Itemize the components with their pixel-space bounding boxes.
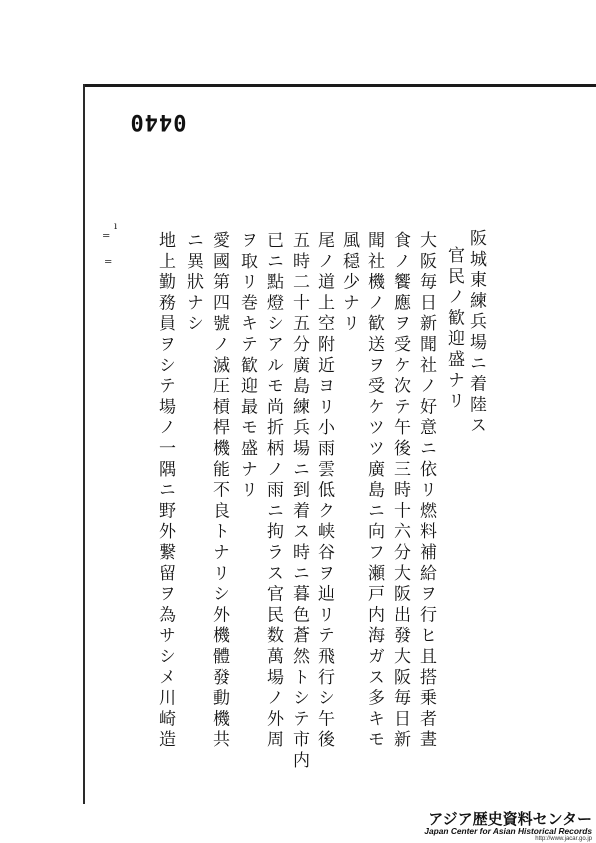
text-column-12: ニ異狀ナシ — [183, 231, 203, 335]
text-column-4: 食ノ饗應ヲ受ケ次テ午後三時十六分大阪出發大阪毎日新 — [390, 231, 410, 751]
text-column-8: 五時二十五分廣島練兵場ニ到着ス時ニ暮色蒼然トシテ市内 — [289, 231, 309, 772]
page-number: 0440 — [129, 109, 187, 134]
text-column-11: 愛國第四號ノ滅圧槓桿機能不良トナリシ外機體發動機共 — [209, 231, 229, 751]
text-column-9: 已ニ點燈シアルモ尚折柄ノ雨ニ拘ラス官民数萬場ノ外周 — [263, 231, 283, 751]
text-column-2: 官民ノ歓迎盛ナリ — [444, 246, 464, 413]
jacar-logo — [424, 808, 596, 843]
page-left-edge — [83, 84, 85, 804]
margin-mark: ı — [114, 221, 118, 232]
text-column-1: 阪城東練兵場ニ着陸ス — [466, 229, 486, 437]
text-column-3: 大阪毎日新聞社ノ好意ニ依リ燃料補給ヲ行ヒ且搭乗者晝 — [416, 231, 436, 751]
text-column-13: 地上勤務員ヲシテ場ノ一隅ニ野外繋留ヲ為サシメ川崎造 — [155, 231, 175, 751]
page-top-edge — [84, 84, 596, 87]
text-column-10: ヲ取リ巻キテ歓迎最モ盛ナリ — [237, 231, 257, 502]
logo-subtitle: Japan Center for Asian Historical Records — [424, 826, 592, 836]
margin-mark: = — [102, 231, 111, 242]
margin-mark: = — [104, 257, 113, 268]
logo-title: アジア歴史資料センター — [428, 810, 592, 828]
text-column-5: 聞社機ノ歓送ヲ受ケツツ廣島ニ向フ瀬戸内海ガス多キモ — [364, 231, 384, 751]
text-column-7: 尾ノ道上空附近ヨリ小雨雲低ク峡谷ヲ辿リテ飛行シ午後 — [314, 231, 334, 751]
logo-url: http://www.jacar.go.jp — [535, 836, 592, 842]
text-column-6: 風穏少ナリ — [339, 231, 359, 335]
